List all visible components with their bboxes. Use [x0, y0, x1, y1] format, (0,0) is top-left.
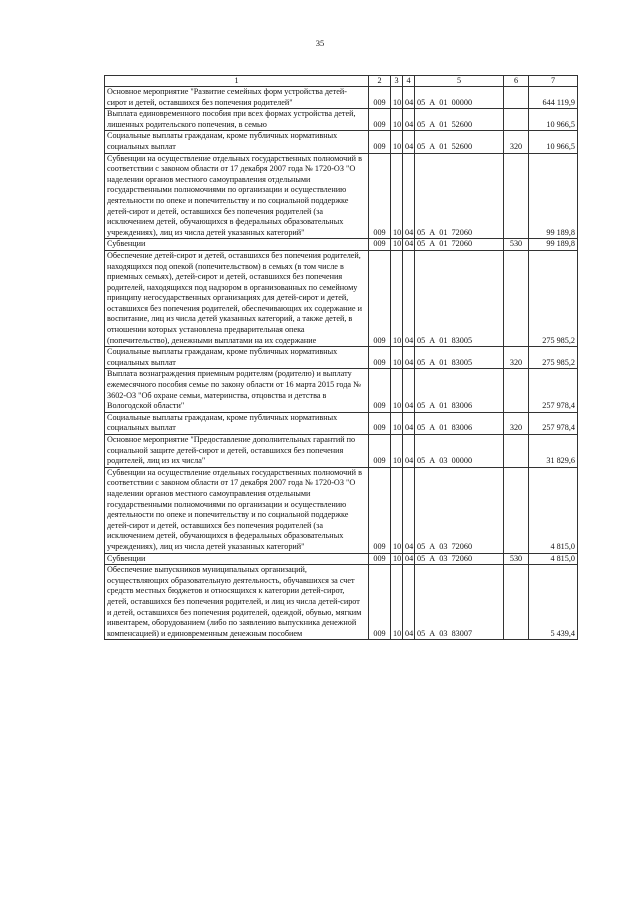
subsection-cell: 04: [403, 412, 415, 434]
amount-cell: 275 985,2: [529, 347, 578, 369]
admin-code-cell: 009: [369, 239, 391, 251]
row-name-cell: Основное мероприятие "Предоставление дополнительных гарантий по социальной защите детей-сирот и детей, оставшихся без попечения родителей, лиц из их числа": [105, 435, 369, 468]
admin-code-cell: 009: [369, 109, 391, 131]
column-header: 3: [391, 76, 403, 87]
target-article-cell: 05 А 01 83005: [415, 250, 504, 346]
admin-code-cell: 009: [369, 553, 391, 565]
table-row: [105, 347, 578, 369]
target-article-cell: 05 А 03 00000: [415, 435, 504, 468]
table-body: [105, 87, 578, 640]
section-cell: 10: [391, 467, 403, 553]
row-name-cell: Социальные выплаты гражданам, кроме публичных нормативных социальных выплат: [105, 131, 369, 153]
amount-cell: 275 985,2: [529, 250, 578, 346]
subsection-cell: 04: [403, 131, 415, 153]
subsection-cell: 04: [403, 109, 415, 131]
admin-code-cell: 009: [369, 412, 391, 434]
column-header: 5: [415, 76, 504, 87]
amount-cell: 4 815,0: [529, 553, 578, 565]
admin-code-cell: 009: [369, 565, 391, 640]
amount-cell: 99 189,8: [529, 153, 578, 239]
amount-cell: 10 966,5: [529, 109, 578, 131]
expense-type-cell: [504, 369, 529, 412]
section-cell: 10: [391, 131, 403, 153]
target-article-cell: 05 А 01 83006: [415, 412, 504, 434]
amount-cell: 5 439,4: [529, 565, 578, 640]
admin-code-cell: 009: [369, 347, 391, 369]
subsection-cell: 04: [403, 553, 415, 565]
table-row: [105, 553, 578, 565]
subsection-cell: 04: [403, 565, 415, 640]
amount-cell: 257 978,4: [529, 369, 578, 412]
admin-code-cell: 009: [369, 467, 391, 553]
section-cell: 10: [391, 553, 403, 565]
expense-type-cell: 320: [504, 131, 529, 153]
amount-cell: 99 189,8: [529, 239, 578, 251]
row-name-cell: Обеспечение детей-сирот и детей, оставшихся без попечения родителей, находящихся под опекой (попечительством) в семьях (в том числе в приемных семьях), детей-сирот и детей, оставшихся без попечения родителей, находящихся под надзором в организованных по семейному принципу негосударственных организациях для детей-сирот и детей, оставшихся без попечения родителей, обеспечивающих их содержание и воспитание, лиц из числа детей указанных категорий, а также детей, в отношении которых установлена предварительная опека (попечительство), денежными выплатами на их содержание: [105, 250, 369, 346]
section-cell: 10: [391, 565, 403, 640]
expense-type-cell: [504, 250, 529, 346]
row-name-cell: Социальные выплаты гражданам, кроме публичных нормативных социальных выплат: [105, 347, 369, 369]
admin-code-cell: 009: [369, 250, 391, 346]
expense-type-cell: 320: [504, 347, 529, 369]
target-article-cell: 05 А 01 00000: [415, 87, 504, 109]
subsection-cell: 04: [403, 250, 415, 346]
section-cell: 10: [391, 412, 403, 434]
admin-code-cell: 009: [369, 153, 391, 239]
row-name-cell: Субвенции: [105, 553, 369, 565]
table-row: [105, 435, 578, 468]
expense-type-cell: [504, 109, 529, 131]
row-name-cell: Социальные выплаты гражданам, кроме публичных нормативных социальных выплат: [105, 412, 369, 434]
amount-cell: 4 815,0: [529, 467, 578, 553]
row-name-cell: Выплата вознаграждения приемным родителям (родителю) и выплату ежемесячного пособия семье по закону области от 16 марта 2015 года № 3602-ОЗ "Об охране семьи, материнства, отцовства и детства в Вологодской области": [105, 369, 369, 412]
section-cell: 10: [391, 369, 403, 412]
column-header: 7: [529, 76, 578, 87]
target-article-cell: 05 А 03 72060: [415, 467, 504, 553]
table-row: [105, 131, 578, 153]
row-name-cell: Субвенции на осуществление отдельных государственных полномочий в соответствии с законом области от 17 декабря 2007 года № 1720-ОЗ "О наделении органов местного самоуправления отдельными государственными полномочиями по организации и осуществлению деятельности по опеке и попечительству и по социальной поддержке детей-сирот и детей, оставшихся без попечения родителей (за исключением детей, обучающихся в федеральных образовательных учреждениях), лиц из числа детей указанных категорий": [105, 467, 369, 553]
admin-code-cell: 009: [369, 435, 391, 468]
subsection-cell: 04: [403, 467, 415, 553]
target-article-cell: 05 А 01 52600: [415, 109, 504, 131]
subsection-cell: 04: [403, 239, 415, 251]
table-row: [105, 412, 578, 434]
table-row: [105, 250, 578, 346]
page-number: 35: [315, 38, 325, 48]
target-article-cell: 05 А 01 83005: [415, 347, 504, 369]
table-row: [105, 87, 578, 109]
table-row: [105, 565, 578, 640]
table-header-row: [105, 76, 578, 87]
column-header: 2: [369, 76, 391, 87]
column-header: 6: [504, 76, 529, 87]
target-article-cell: 05 А 03 72060: [415, 553, 504, 565]
expense-type-cell: [504, 467, 529, 553]
subsection-cell: 04: [403, 435, 415, 468]
amount-cell: 644 119,9: [529, 87, 578, 109]
admin-code-cell: 009: [369, 87, 391, 109]
section-cell: 10: [391, 109, 403, 131]
table-row: [105, 369, 578, 412]
section-cell: 10: [391, 435, 403, 468]
table-row: [105, 239, 578, 251]
row-name-cell: Основное мероприятие "Развитие семейных форм устройства детей-сирот и детей, оставшихся без попечения родителей": [105, 87, 369, 109]
subsection-cell: 04: [403, 369, 415, 412]
expense-type-cell: [504, 435, 529, 468]
target-article-cell: 05 А 01 52600: [415, 131, 504, 153]
section-cell: 10: [391, 87, 403, 109]
expense-type-cell: 530: [504, 553, 529, 565]
amount-cell: 10 966,5: [529, 131, 578, 153]
subsection-cell: 04: [403, 347, 415, 369]
column-header: 1: [105, 76, 369, 87]
subsection-cell: 04: [403, 153, 415, 239]
row-name-cell: Субвенции на осуществление отдельных государственных полномочий в соответствии с законом области от 17 декабря 2007 года № 1720-ОЗ "О наделении органов местного самоуправления отдельными государственными полномочиями по организации и осуществлению деятельности по опеке и попечительству и по социальной поддержке детей-сирот и детей, оставшихся без попечения родителей (за исключением детей, обучающихся в федеральных образовательных учреждениях), лиц из числа детей указанных категорий": [105, 153, 369, 239]
amount-cell: 31 829,6: [529, 435, 578, 468]
section-cell: 10: [391, 347, 403, 369]
table-row: [105, 153, 578, 239]
subsection-cell: 04: [403, 87, 415, 109]
budget-table: [104, 75, 578, 640]
target-article-cell: 05 А 01 83006: [415, 369, 504, 412]
section-cell: 10: [391, 239, 403, 251]
row-name-cell: Обеспечение выпускников муниципальных организаций, осуществляющих образовательную деятельность, обучавшихся за счет средств местных бюджетов и относящихся к категории детей-сирот, детей, оставшихся без попечения родителей, и лиц из числа детей-сирот и детей, оставшихся без попечения родителей, одеждой, обувью, мягким инвентарем, оборудованием (либо по заявлению выпускника денежной компенсацией) и единовременным денежным пособием: [105, 565, 369, 640]
expense-type-cell: [504, 153, 529, 239]
row-name-cell: Выплата единовременного пособия при всех формах устройства детей, лишенных родительского попечения, в семью: [105, 109, 369, 131]
section-cell: 10: [391, 153, 403, 239]
table-row: [105, 467, 578, 553]
expense-type-cell: [504, 565, 529, 640]
admin-code-cell: 009: [369, 369, 391, 412]
target-article-cell: 05 А 01 72060: [415, 153, 504, 239]
target-article-cell: 05 А 03 83007: [415, 565, 504, 640]
row-name-cell: Субвенции: [105, 239, 369, 251]
table-row: [105, 109, 578, 131]
column-header: 4: [403, 76, 415, 87]
admin-code-cell: 009: [369, 131, 391, 153]
expense-type-cell: 530: [504, 239, 529, 251]
section-cell: 10: [391, 250, 403, 346]
expense-type-cell: [504, 87, 529, 109]
expense-type-cell: 320: [504, 412, 529, 434]
target-article-cell: 05 А 01 72060: [415, 239, 504, 251]
amount-cell: 257 978,4: [529, 412, 578, 434]
